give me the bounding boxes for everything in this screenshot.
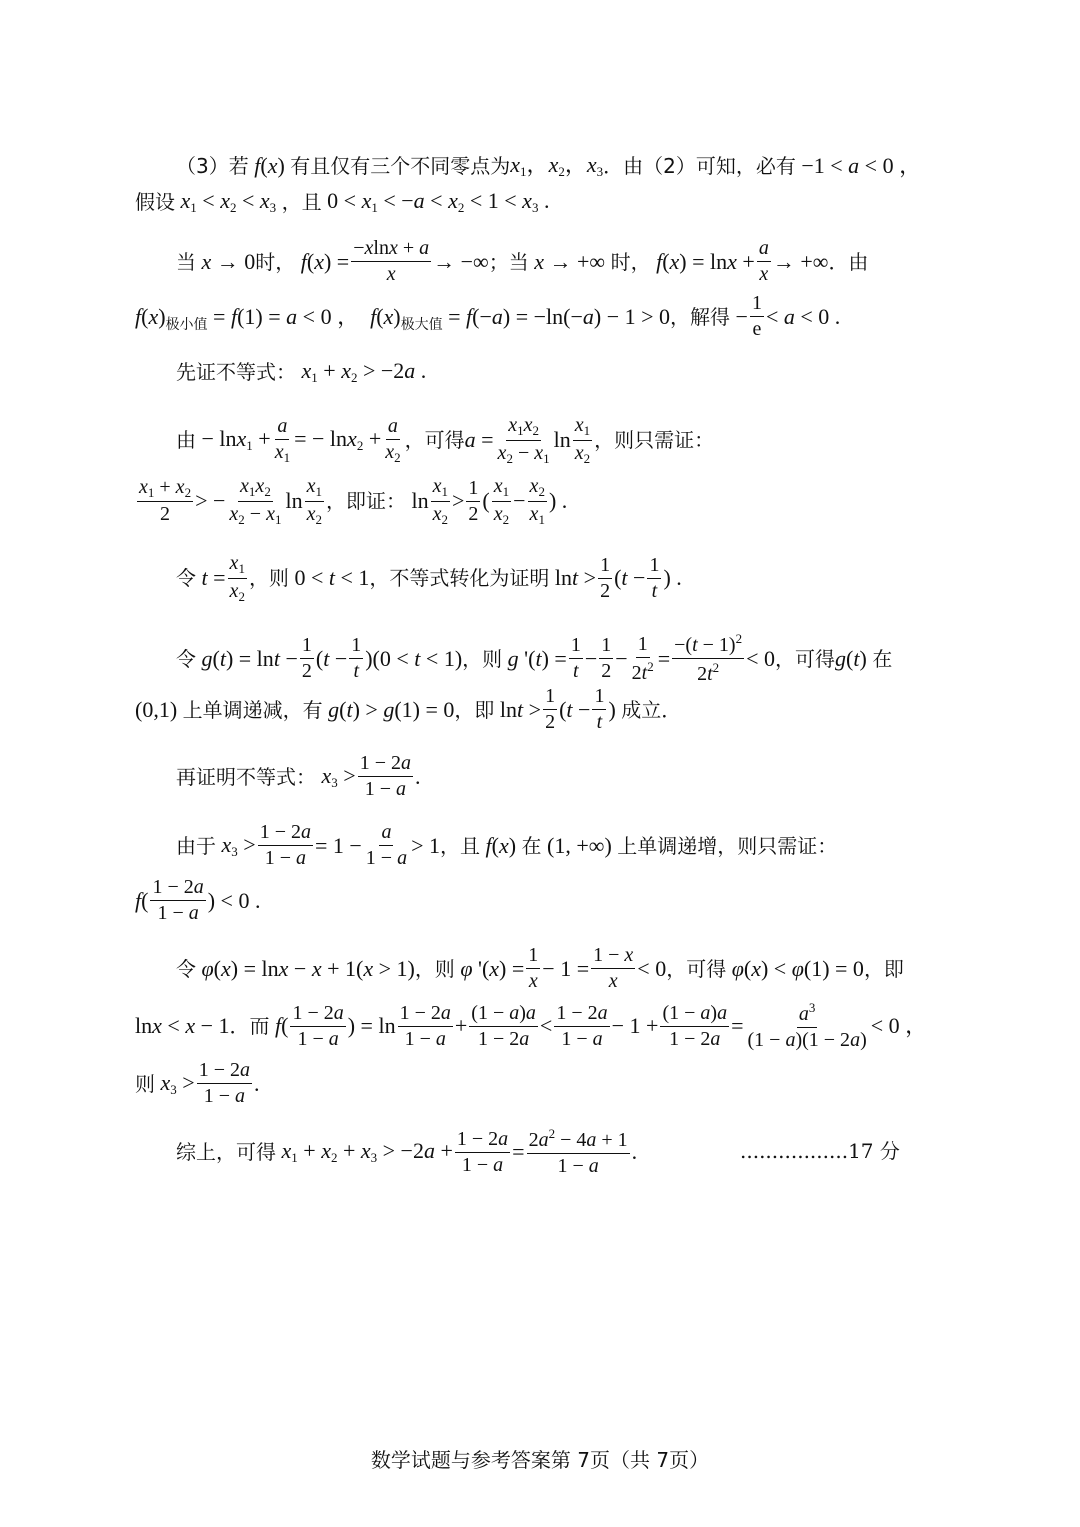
- line-14: 令 φ(x) = lnx − x + 1(x > 1) ，则 φ '(x) = $\frac{1}{x}$ − 1 = $\frac{1 - x}{x}$ < 0 ，可得 φ(x) < φ(1) = 0 ，即: [176, 944, 904, 992]
- line-5: 先证不等式： $x_1 + x_2 > -2a$ .: [176, 358, 427, 385]
- page-footer: 数学试题与参考答案第 7页（共 7页）: [370, 1448, 710, 1472]
- line-12: 由于 $x_3$ > $\frac{1 - 2a}{1 - a}$ = 1 − $\frac{a}{1 - a}$ > 1 ，且 f(x) 在 (1, +∞) 上单调递增，则只需证：: [176, 821, 838, 869]
- line-6: 由 − lnx$_1$ + $\frac{a}{x_1}$ = − lnx$_2$ + $\frac{a}{x_2}$ ，可得 a = $\frac{x_1x_2}{x_2 - x_1}$ ln $\frac{x_1}{x_2}$ ，则只需证：: [176, 414, 715, 466]
- line-9: 令 g(t) = lnt − $\frac{1}{2}$ (t − $\frac{1}{t}$ )(0 < t < 1) ，则 g '(t) = $\frac{1}{t}$ − $\frac{1}{2}$ − $\frac{1}{2t^2}$ = $\frac{-(t - 1)^2}{2t^2}$ < 0 ，可得 g(t) 在: [176, 631, 893, 685]
- line-10: (0,1) 上单调递减，有 g(t) > g(1) = 0 ，即 lnt > $\frac{1}{2}$ (t − $\frac{1}{t}$ ) 成立．: [135, 685, 682, 733]
- line-7: $\frac{x_1 + x_2}{2}$ > − $\frac{x_1x_2}{x_2 - x_1}$ ln $\frac{x_1}{x_2}$ ，即证： ln $\frac{x_1}{x_2}$ > $\frac{1}{2}$ ( $\frac{x_1}{x_2}$ − $\frac{x_2}{x_1}$ ) .: [139, 475, 568, 527]
- line-17: 综上，可得 $x_1 + x_2 + x_3 > -2a$ + $\frac{1 - 2a}{1 - a}$ = $\frac{2a^2 - 4a + 1}{1 - a}$ .: [176, 1126, 638, 1177]
- line-1: （3）若 f(x) 有且仅有三个不同零点为 $x_1$，$x_2$，$x_3$ ．由（2）可知，必有 −1 < a < 0 ，: [176, 152, 922, 179]
- line-8: 令 t = $\frac{x_1}{x_2}$ ，则 0 < t < 1 ，不等式转化为证明 lnt > $\frac{1}{2}$ (t − $\frac{1}{t}$ ) .: [176, 552, 682, 604]
- line-15: lnx < x − 1 ．而 f( $\frac{1 - 2a}{1 - a}$ ) = ln $\frac{1 - 2a}{1 - a}$ + $\frac{(1 - a)a}{1 - 2a}$ < $\frac{1 - 2a}{1 - a}$ − 1 + $\frac{(1 - a)a}{1 - 2a}$ = $\frac{a^3}{(1 - a)(1 - 2a)}$ < 0 ，: [135, 1000, 928, 1051]
- score-marker: .................17 分: [740, 1139, 900, 1163]
- line-16: 则 $x_3$ > $\frac{1 - 2a}{1 - a}$ .: [135, 1059, 260, 1107]
- line-4: f(x) 极小值 = f(1) = a < 0 ， f(x) 极大值 = f(−a) = −ln(−a) − 1 > 0 ，解得 − $\frac{1}{e}$ < a < 0 .: [135, 292, 841, 340]
- line-13: f( $\frac{1 - 2a}{1 - a}$ ) < 0 .: [135, 876, 261, 924]
- line-3: 当 x → 0 时， f(x) = $\frac{-xlnx + a}{x}$ → −∞ ；当 x → +∞ 时， f(x) = lnx + $\frac{a}{x}$ → +∞ ．由: [176, 237, 869, 285]
- line-2: 假设 $x_1 < x_2 < x_3$ ，且 $0 < x_1 < -a < x_2 < 1 < x_3$ .: [135, 188, 550, 215]
- line-11: 再证明不等式： $x_3$ > $\frac{1 - 2a}{1 - a}$ .: [176, 752, 421, 800]
